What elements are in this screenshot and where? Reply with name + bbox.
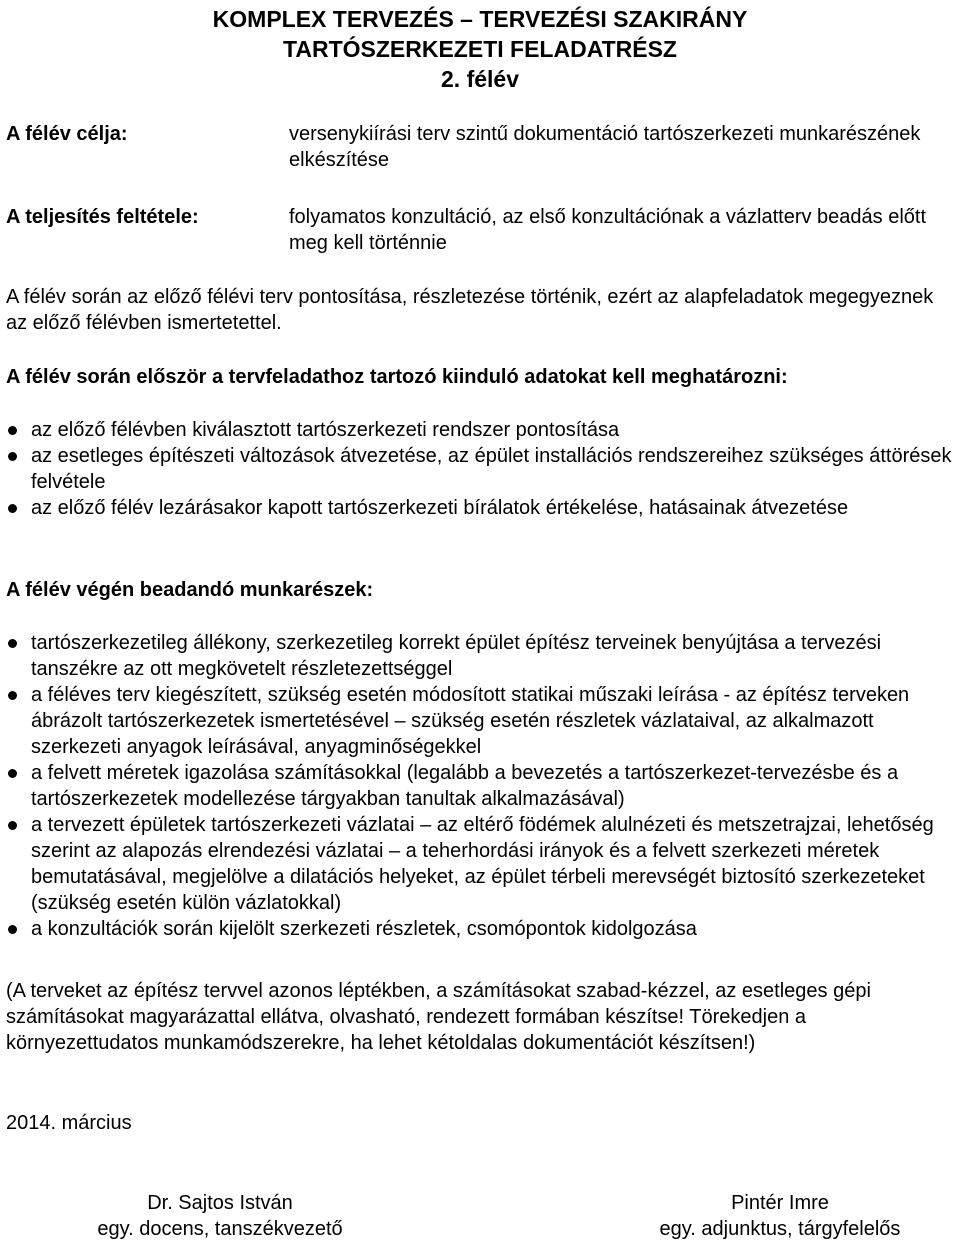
section2-list	[6, 630, 956, 942]
title-line-1: KOMPLEX TERVEZÉS – TERVEZÉSI SZAKIRÁNY	[212, 6, 748, 32]
section2-heading: A félév végén beadandó munkarészek:	[6, 579, 374, 601]
condition-label: A teljesítés feltétele:	[6, 206, 199, 228]
signature-left	[60, 1190, 380, 1242]
goal-label: A félév célja:	[6, 123, 128, 145]
signature-role: egy. adjunktus, tárgyfelelős	[659, 1218, 901, 1240]
signature-role: egy. docens, tanszékvezető	[97, 1218, 343, 1240]
list-item: a tervezett épületek tartószerkezeti vázlatai – az eltérő födémek alulnézeti és metszetrajzai, lehetőség szerint az alapozás elrendezési vázlatai – a teherhordási irányok és a felvett szerkezeti méretek bemutatásával, megjelölve a dilatációs helyeket, az épület térbeli merevségét biztosító szerkezeteket (szükség esetén külön vázlatokkal)	[6, 812, 956, 916]
list-item: a konzultációk során kijelölt szerkezeti részletek, csomópontok kidolgozása	[6, 916, 956, 942]
section1-list	[6, 417, 956, 521]
document-title	[0, 4, 960, 94]
list-item: a féléves terv kiegészített, szükség esetén módosított statikai műszaki leírása - az építész terveken ábrázolt tartószerkezetek ismertetésével – szükség esetén részletek vázlataival, az alkalmazott szerkezeti anyagok leírásával, anyagminőségekkel	[6, 682, 956, 760]
condition-text: folyamatos konzultáció, az első konzultációnak a vázlatterv beadás előtt meg kell történnie	[289, 206, 927, 254]
signature-right	[610, 1190, 950, 1242]
list-item: az előző félévben kiválasztott tartószerkezeti rendszer pontosítása	[6, 417, 956, 443]
date: 2014. március	[6, 1112, 132, 1134]
title-line-3: 2. félév	[441, 66, 519, 92]
list-item: az előző félév lezárásakor kapott tartószerkezeti bírálatok értékelése, hatásainak átvezetése	[6, 495, 956, 521]
note-paragraph: (A terveket az építész tervvel azonos léptékben, a számításokat szabad-kézzel, az esetleges gépi számításokat magyarázattal ellátva, olvasható, rendezett formában készítse! Törekedjen a környezettudatos munkamódszerekre, ha lehet kétoldalas dokumentációt készítsen!)	[6, 980, 871, 1054]
intro-paragraph: A félév során az előző félévi terv pontosítása, részletezése történik, ezért az alapfeladatok megegyeznek az előző félévben ismertetettel.	[6, 286, 934, 334]
goal-text: versenykiírási terv szintű dokumentáció tartószerkezeti munkarészének elkészítése	[289, 123, 921, 171]
signature-name: Pintér Imre	[731, 1192, 829, 1214]
list-item: a felvett méretek igazolása számításokkal (legalább a bevezetés a tartószerkezet-tervezésbe és a tartószerkezetek modellezése tárgyakban tanultak alkalmazásával)	[6, 760, 956, 812]
list-item: az esetleges építészeti változások átvezetése, az épület installációs rendszereihez szükséges áttörések felvétele	[6, 443, 956, 495]
signature-name: Dr. Sajtos István	[147, 1192, 293, 1214]
list-item: tartószerkezetileg állékony, szerkezetileg korrekt épület építész terveinek benyújtása a tervezési tanszékre az ott megkövetelt részletezettséggel	[6, 630, 956, 682]
title-line-2: TARTÓSZERKEZETI FELADATRÉSZ	[283, 36, 677, 62]
section1-heading: A félév során először a tervfeladathoz tartozó kiinduló adatokat kell meghatározni:	[6, 366, 788, 388]
